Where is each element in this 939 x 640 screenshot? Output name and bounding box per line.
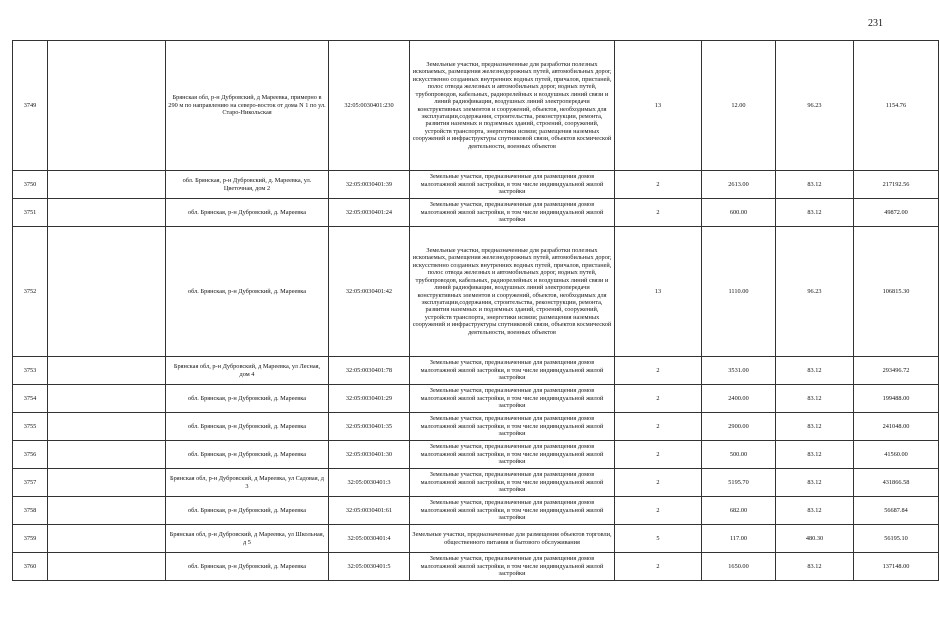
land-use-cell: Земельные участки, предназначенные для размещения объектов торговли, общественного питания и бытового обслуживания bbox=[410, 525, 615, 553]
row-number: 3760 bbox=[13, 553, 48, 581]
cadastral-value-cell: 106815.30 bbox=[854, 227, 939, 357]
area-cell: 1110.00 bbox=[702, 227, 776, 357]
cadastral-value-cell: 56687.84 bbox=[854, 497, 939, 525]
rate-cell: 83.12 bbox=[776, 357, 854, 385]
empty-cell bbox=[48, 553, 166, 581]
area-cell: 2400.00 bbox=[702, 385, 776, 413]
table-row bbox=[13, 385, 939, 413]
address-cell: обл. Брянская, р-н Дубровский, д. Мареевка, ул. Цветочная, дом 2 bbox=[166, 171, 329, 199]
rate-cell: 96.23 bbox=[776, 41, 854, 171]
group-cell: 13 bbox=[615, 227, 702, 357]
group-cell: 2 bbox=[615, 385, 702, 413]
group-cell: 2 bbox=[615, 441, 702, 469]
table-row bbox=[13, 41, 939, 171]
land-use-cell: Земельные участки, предназначенные для размещения домов малоэтажной жилой застройки, в том числе индивидуальной жилой застройки bbox=[410, 171, 615, 199]
table-row bbox=[13, 553, 939, 581]
rate-cell: 480.30 bbox=[776, 525, 854, 553]
empty-cell bbox=[48, 227, 166, 357]
group-cell: 2 bbox=[615, 199, 702, 227]
cadastral-value-cell: 241048.00 bbox=[854, 413, 939, 441]
cadastral-value-cell: 41560.00 bbox=[854, 441, 939, 469]
rate-cell: 83.12 bbox=[776, 441, 854, 469]
row-number: 3755 bbox=[13, 413, 48, 441]
cadastral-number-cell: 32:05:0030401:35 bbox=[329, 413, 410, 441]
group-cell: 5 bbox=[615, 525, 702, 553]
page-number: 231 bbox=[868, 18, 883, 29]
address-cell: Брянская обл, р-н Дубровский, д Мареевка, ул Лесная, дом 4 bbox=[166, 357, 329, 385]
area-cell: 2613.00 bbox=[702, 171, 776, 199]
cadastral-number-cell: 32:05:0030401:24 bbox=[329, 199, 410, 227]
empty-cell bbox=[48, 41, 166, 171]
address-cell: Брянская обл, р-н Дубровский, д Мареевка, ул Садовая, д 3 bbox=[166, 469, 329, 497]
land-use-cell: Земельные участки, предназначенные для размещения домов малоэтажной жилой застройки, в том числе индивидуальной жилой застройки bbox=[410, 469, 615, 497]
rate-cell: 83.12 bbox=[776, 553, 854, 581]
cadastral-value-cell: 217192.56 bbox=[854, 171, 939, 199]
land-use-cell: Земельные участки, предназначенные для размещения домов малоэтажной жилой застройки, в том числе индивидуальной жилой застройки bbox=[410, 553, 615, 581]
empty-cell bbox=[48, 357, 166, 385]
rate-cell: 83.12 bbox=[776, 497, 854, 525]
cadastral-number-cell: 32:05:0030401:61 bbox=[329, 497, 410, 525]
area-cell: 500.00 bbox=[702, 441, 776, 469]
empty-cell bbox=[48, 469, 166, 497]
land-use-cell: Земельные участки, предназначенные для размещения домов малоэтажной жилой застройки, в том числе индивидуальной жилой застройки bbox=[410, 413, 615, 441]
land-use-cell: Земельные участки, предназначенные для размещения домов малоэтажной жилой застройки, в том числе индивидуальной жилой застройки bbox=[410, 199, 615, 227]
cadastral-value-cell: 1154.76 bbox=[854, 41, 939, 171]
cadastral-number-cell: 32:05:0030401:3 bbox=[329, 469, 410, 497]
rate-cell: 83.12 bbox=[776, 413, 854, 441]
land-use-cell: Земельные участки, предназначенные для разработки полезных ископаемых, размещения железнодорожных путей, автомобильных дорог, искусственно созданных внутренних водных путей, причалов, пристаней, полос отвода железных и автомобильных дорог, водных путей, трубопроводов, кабельных, радиорелейных и воздушных линий связи и линий радиофикации, воздушных линий электропередачи конструктивных элементов и сооружений, объектов, необходимых для эксплуатации,содержания, строительства, реконструкции, ремонта, развития наземных и подземных зданий, строений, сооружений, устройств транспорта, энергетики исвязи; размещения наземных сооружений и инфраструктуры спутниковой связи, объектов космической деятельности, военных объектов bbox=[410, 41, 615, 171]
row-number: 3750 bbox=[13, 171, 48, 199]
cadastral-number-cell: 32:05:0030401:29 bbox=[329, 385, 410, 413]
land-registry-table bbox=[12, 40, 939, 581]
empty-cell bbox=[48, 199, 166, 227]
row-number: 3756 bbox=[13, 441, 48, 469]
address-cell: обл. Брянская, р-н Дубровский, д. Мареевка bbox=[166, 385, 329, 413]
area-cell: 1650.00 bbox=[702, 553, 776, 581]
cadastral-number-cell: 32:05:0030401:4 bbox=[329, 525, 410, 553]
empty-cell bbox=[48, 171, 166, 199]
row-number: 3753 bbox=[13, 357, 48, 385]
address-cell: обл. Брянская, р-н Дубровский, д. Мареевка bbox=[166, 441, 329, 469]
rate-cell: 96.23 bbox=[776, 227, 854, 357]
area-cell: 2900.00 bbox=[702, 413, 776, 441]
group-cell: 13 bbox=[615, 41, 702, 171]
cadastral-number-cell: 32:05:0030401:5 bbox=[329, 553, 410, 581]
row-number: 3749 bbox=[13, 41, 48, 171]
row-number: 3758 bbox=[13, 497, 48, 525]
cadastral-number-cell: 32:05:0030401:39 bbox=[329, 171, 410, 199]
group-cell: 2 bbox=[615, 469, 702, 497]
land-use-cell: Земельные участки, предназначенные для разработки полезных ископаемых, размещения железнодорожных путей, автомобильных дорог, искусственно созданных внутренних водных путей, причалов, пристаней, полос отвода железных и автомобильных дорог, водных путей, трубопроводов, кабельных, радиорелейных и воздушных линий связи и линий радиофикации, воздушных линий электропередачи конструктивных элементов и сооружений, объектов, необходимых для эксплуатации,содержания, строительства, реконструкции, ремонта, развития наземных и подземных зданий, строений, сооружений, устройств транспорта, энергетики исвязи; размещения наземных сооружений и инфраструктуры спутниковой связи, объектов космической деятельности, военных объектов bbox=[410, 227, 615, 357]
row-number: 3751 bbox=[13, 199, 48, 227]
rate-cell: 83.12 bbox=[776, 469, 854, 497]
cadastral-value-cell: 293496.72 bbox=[854, 357, 939, 385]
group-cell: 2 bbox=[615, 171, 702, 199]
area-cell: 682.00 bbox=[702, 497, 776, 525]
cadastral-value-cell: 49872.00 bbox=[854, 199, 939, 227]
land-use-cell: Земельные участки, предназначенные для размещения домов малоэтажной жилой застройки, в том числе индивидуальной жилой застройки bbox=[410, 497, 615, 525]
cadastral-number-cell: 32:05:0030401:30 bbox=[329, 441, 410, 469]
table-row bbox=[13, 357, 939, 385]
address-cell: обл. Брянская, р-н Дубровский, д. Мареевка bbox=[166, 553, 329, 581]
empty-cell bbox=[48, 525, 166, 553]
table-row bbox=[13, 497, 939, 525]
empty-cell bbox=[48, 385, 166, 413]
cadastral-number-cell: 32:05:0030401:42 bbox=[329, 227, 410, 357]
rate-cell: 83.12 bbox=[776, 385, 854, 413]
group-cell: 2 bbox=[615, 413, 702, 441]
address-cell: обл. Брянская, р-н Дубровский, д. Мареевка bbox=[166, 199, 329, 227]
area-cell: 117.00 bbox=[702, 525, 776, 553]
empty-cell bbox=[48, 497, 166, 525]
address-cell: Брянская обл, р-н Дубровский, д Мареевка, примерно в 290 м по направлению на северо-восток от дома N 1 по ул. Старо-Никольская bbox=[166, 41, 329, 171]
table-row bbox=[13, 413, 939, 441]
cadastral-value-cell: 137148.00 bbox=[854, 553, 939, 581]
empty-cell bbox=[48, 413, 166, 441]
rate-cell: 83.12 bbox=[776, 199, 854, 227]
group-cell: 2 bbox=[615, 553, 702, 581]
cadastral-number-cell: 32:05:0030401:230 bbox=[329, 41, 410, 171]
cadastral-value-cell: 199488.00 bbox=[854, 385, 939, 413]
area-cell: 12.00 bbox=[702, 41, 776, 171]
cadastral-value-cell: 56195.10 bbox=[854, 525, 939, 553]
land-use-cell: Земельные участки, предназначенные для размещения домов малоэтажной жилой застройки, в том числе индивидуальной жилой застройки bbox=[410, 441, 615, 469]
area-cell: 3531.00 bbox=[702, 357, 776, 385]
address-cell: обл. Брянская, р-н Дубровский, д. Мареевка bbox=[166, 227, 329, 357]
cadastral-value-cell: 431866.58 bbox=[854, 469, 939, 497]
table-row bbox=[13, 441, 939, 469]
group-cell: 2 bbox=[615, 357, 702, 385]
table-row bbox=[13, 227, 939, 357]
cadastral-number-cell: 32:05:0030401:78 bbox=[329, 357, 410, 385]
land-use-cell: Земельные участки, предназначенные для размещения домов малоэтажной жилой застройки, в том числе индивидуальной жилой застройки bbox=[410, 385, 615, 413]
row-number: 3754 bbox=[13, 385, 48, 413]
table-row bbox=[13, 171, 939, 199]
table-row bbox=[13, 525, 939, 553]
row-number: 3757 bbox=[13, 469, 48, 497]
rate-cell: 83.12 bbox=[776, 171, 854, 199]
land-use-cell: Земельные участки, предназначенные для размещения домов малоэтажной жилой застройки, в том числе индивидуальной жилой застройки bbox=[410, 357, 615, 385]
group-cell: 2 bbox=[615, 497, 702, 525]
row-number: 3752 bbox=[13, 227, 48, 357]
address-cell: Брянская обл, р-н Дубровский, д Мареевка, ул Школьная, д 5 bbox=[166, 525, 329, 553]
row-number: 3759 bbox=[13, 525, 48, 553]
table-row bbox=[13, 469, 939, 497]
area-cell: 600.00 bbox=[702, 199, 776, 227]
area-cell: 5195.70 bbox=[702, 469, 776, 497]
address-cell: обл. Брянская, р-н Дубровский, д. Мареевка bbox=[166, 497, 329, 525]
empty-cell bbox=[48, 441, 166, 469]
table-row bbox=[13, 199, 939, 227]
address-cell: обл. Брянская, р-н Дубровский, д. Мареевка bbox=[166, 413, 329, 441]
